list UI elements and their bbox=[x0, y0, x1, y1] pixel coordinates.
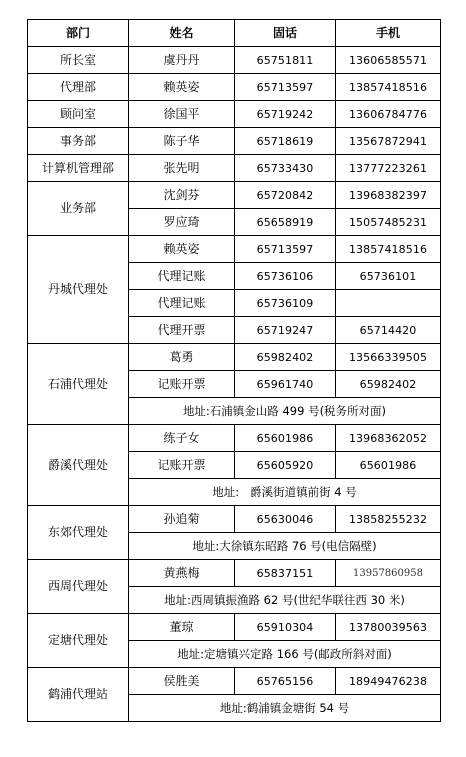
mobile-cell: 13567872941 bbox=[336, 128, 441, 155]
table-row bbox=[28, 506, 441, 533]
dept-cell: 定塘代理处 bbox=[28, 614, 129, 668]
table-row bbox=[28, 560, 441, 587]
mobile-cell: 13857418516 bbox=[336, 74, 441, 101]
address-cell: 地址:鹤浦镇金塘街 54 号 bbox=[129, 695, 441, 722]
mobile-cell: 13780039563 bbox=[336, 614, 441, 641]
name-cell: 记账开票 bbox=[129, 452, 235, 479]
mobile-cell: 13957860958 bbox=[336, 560, 441, 587]
dept-cell: 西周代理处 bbox=[28, 560, 129, 614]
name-cell: 陈子华 bbox=[129, 128, 235, 155]
landline-cell: 65982402 bbox=[235, 344, 336, 371]
table-row bbox=[28, 344, 441, 371]
name-cell: 练子女 bbox=[129, 425, 235, 452]
header-mobile: 手机 bbox=[336, 20, 441, 47]
mobile-cell: 13968362052 bbox=[336, 425, 441, 452]
mobile-cell bbox=[336, 290, 441, 317]
address-cell: 地址: 爵溪街道镇前街 4 号 bbox=[129, 479, 441, 506]
landline-cell: 65736109 bbox=[235, 290, 336, 317]
mobile-cell: 65714420 bbox=[336, 317, 441, 344]
name-cell: 侯胜美 bbox=[129, 668, 235, 695]
landline-cell: 65837151 bbox=[235, 560, 336, 587]
mobile-cell: 13606784776 bbox=[336, 101, 441, 128]
mobile-cell: 65736101 bbox=[336, 263, 441, 290]
name-cell: 黄燕梅 bbox=[129, 560, 235, 587]
mobile-cell: 18949476238 bbox=[336, 668, 441, 695]
landline-cell: 65961740 bbox=[235, 371, 336, 398]
name-cell: 赖英姿 bbox=[129, 74, 235, 101]
header-dept: 部门 bbox=[28, 20, 129, 47]
dept-cell: 丹城代理处 bbox=[28, 236, 129, 344]
landline-cell: 65713597 bbox=[235, 236, 336, 263]
name-cell: 葛勇 bbox=[129, 344, 235, 371]
landline-cell: 65733430 bbox=[235, 155, 336, 182]
table-row bbox=[28, 47, 441, 74]
landline-cell: 65601986 bbox=[235, 425, 336, 452]
header-landline: 固话 bbox=[235, 20, 336, 47]
header-name: 姓名 bbox=[129, 20, 235, 47]
landline-cell: 65719242 bbox=[235, 101, 336, 128]
dept-cell: 石浦代理处 bbox=[28, 344, 129, 425]
landline-cell: 65719247 bbox=[235, 317, 336, 344]
name-cell: 孙追菊 bbox=[129, 506, 235, 533]
table-row bbox=[28, 614, 441, 641]
name-cell: 罗应琦 bbox=[129, 209, 235, 236]
dept-cell: 事务部 bbox=[28, 128, 129, 155]
table-row bbox=[28, 74, 441, 101]
landline-cell: 65658919 bbox=[235, 209, 336, 236]
name-cell: 徐国平 bbox=[129, 101, 235, 128]
mobile-cell: 13566339505 bbox=[336, 344, 441, 371]
landline-cell: 65910304 bbox=[235, 614, 336, 641]
address-cell: 地址:西周镇振渔路 62 号(世纪华联往西 30 米) bbox=[129, 587, 441, 614]
mobile-cell: 65601986 bbox=[336, 452, 441, 479]
table-row bbox=[28, 155, 441, 182]
name-cell: 董琼 bbox=[129, 614, 235, 641]
mobile-cell: 65982402 bbox=[336, 371, 441, 398]
landline-cell: 65751811 bbox=[235, 47, 336, 74]
header-row bbox=[28, 20, 441, 47]
name-cell: 赖英姿 bbox=[129, 236, 235, 263]
name-cell: 沈剑芬 bbox=[129, 182, 235, 209]
table-row bbox=[28, 101, 441, 128]
name-cell: 代理记账 bbox=[129, 263, 235, 290]
dept-cell: 业务部 bbox=[28, 182, 129, 236]
dept-cell: 东郊代理处 bbox=[28, 506, 129, 560]
name-cell: 代理开票 bbox=[129, 317, 235, 344]
dept-cell: 所长室 bbox=[28, 47, 129, 74]
dept-cell: 代理部 bbox=[28, 74, 129, 101]
contacts-table bbox=[27, 19, 441, 722]
landline-cell: 65765156 bbox=[235, 668, 336, 695]
landline-cell: 65630046 bbox=[235, 506, 336, 533]
dept-cell: 计算机管理部 bbox=[28, 155, 129, 182]
mobile-cell: 15057485231 bbox=[336, 209, 441, 236]
dept-cell: 顾问室 bbox=[28, 101, 129, 128]
landline-cell: 65605920 bbox=[235, 452, 336, 479]
name-cell: 虞丹丹 bbox=[129, 47, 235, 74]
table-row bbox=[28, 182, 441, 209]
name-cell: 代理记账 bbox=[129, 290, 235, 317]
dept-cell: 鹤浦代理站 bbox=[28, 668, 129, 722]
landline-cell: 65718619 bbox=[235, 128, 336, 155]
address-cell: 地址:大徐镇东昭路 76 号(电信隔壁) bbox=[129, 533, 441, 560]
mobile-cell: 13857418516 bbox=[336, 236, 441, 263]
mobile-cell: 13606585571 bbox=[336, 47, 441, 74]
landline-cell: 65720842 bbox=[235, 182, 336, 209]
table-row bbox=[28, 425, 441, 452]
name-cell: 记账开票 bbox=[129, 371, 235, 398]
address-cell: 地址:定塘镇兴定路 166 号(邮政所斜对面) bbox=[129, 641, 441, 668]
landline-cell: 65713597 bbox=[235, 74, 336, 101]
table-row bbox=[28, 236, 441, 263]
name-cell: 张先明 bbox=[129, 155, 235, 182]
dept-cell: 爵溪代理处 bbox=[28, 425, 129, 506]
table-row bbox=[28, 668, 441, 695]
mobile-cell: 13858255232 bbox=[336, 506, 441, 533]
address-cell: 地址:石浦镇金山路 499 号(税务所对面) bbox=[129, 398, 441, 425]
mobile-cell: 13777223261 bbox=[336, 155, 441, 182]
landline-cell: 65736106 bbox=[235, 263, 336, 290]
mobile-cell: 13968382397 bbox=[336, 182, 441, 209]
table-row bbox=[28, 128, 441, 155]
